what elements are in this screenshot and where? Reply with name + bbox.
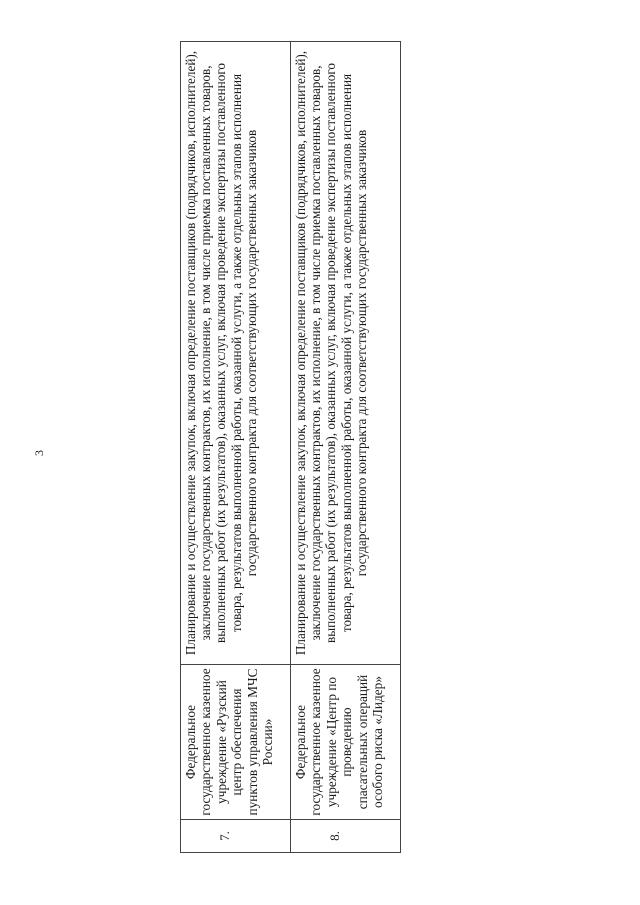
description-cell xyxy=(181,42,291,665)
function-description: Планирование и осуществление закупок, включая определение поставщиков (подрядчиков, исполнителей), заключение государственных контрактов, их исполнение, в том числе приемка поставленных товаров, выполненных работ (их результатов), оказанных услуг, включая проведение экспертизы поставленного товара, результатов выполненной работы, оказанной услуги, а также отдельных этапов исполнения государственного контракта для соответствующих государственных заказчиков xyxy=(293,50,369,656)
organization-cell xyxy=(181,665,291,820)
institutions-table xyxy=(180,41,401,853)
table-row xyxy=(181,42,291,853)
organization-name: Федеральное государственное казенное учреждение «Рузский центр обеспечения пунктов управления МЧС России» xyxy=(183,668,276,816)
page-number: 3 xyxy=(32,450,46,456)
organization-name: Федеральное государственное казенное учреждение «Центр по проведению спасательных операций особого риска «Лидер» xyxy=(293,668,386,816)
row-number: 7. xyxy=(217,831,232,841)
description-cell xyxy=(291,42,401,665)
table-row xyxy=(291,42,401,853)
row-number: 8. xyxy=(327,831,342,841)
function-description: Планирование и осуществление закупок, включая определение поставщиков (подрядчиков, исполнителей), заключение государственных контрактов, их исполнение, в том числе приемка поставленных товаров, выполненных работ (их результатов), оказанных услуг, включая проведение экспертизы поставленного товара, результатов выполненной работы, оказанной услуги, а также отдельных этапов исполнения государственного контракта для соответствующих государственных заказчиков xyxy=(183,50,259,656)
row-number-cell xyxy=(181,820,291,853)
organization-cell xyxy=(291,665,401,820)
row-number-cell xyxy=(291,820,401,853)
